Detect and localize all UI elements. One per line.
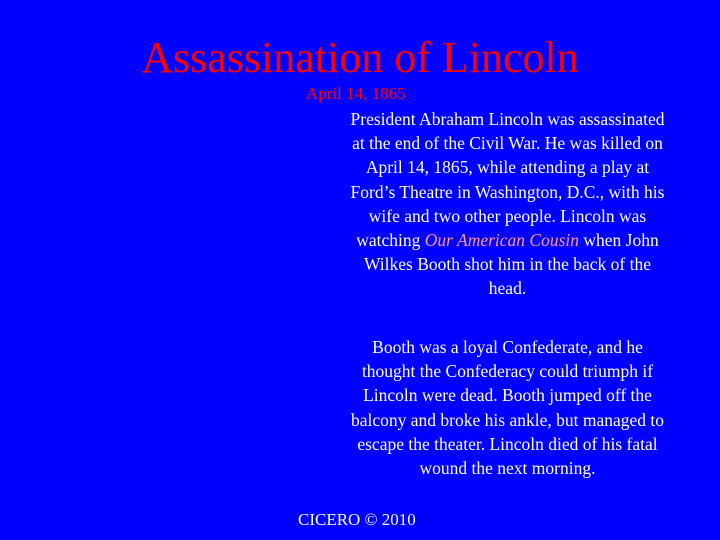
paragraph-2: Booth was a loyal Confederate, and he thought the Confederacy could triumph if Lincoln were dead. Booth jumped off the balcony and broke his ankle, but managed to escape the theater. Lincoln died of his fatal wound the next morning. (351, 337, 664, 479)
paragraph-1 (350, 107, 665, 301)
copyright-footer: CICERO © 2010 (298, 510, 416, 529)
slide-title: Assassination of Lincoln (141, 33, 579, 82)
paragraph-1-text-end: when John Wilkes Booth shot him in the back of the head. (363, 230, 659, 299)
play-title-emphasis: Our American Cousin (424, 230, 580, 251)
slide-subtitle-date: April 14, 1865 (306, 84, 406, 103)
paragraph-1-text-start: President Abraham Lincoln was assassinated at the end of the Civil War. He was killed on April 14, 1865, while attending a play at Ford’s Theatre in Washington, D.C., with his wife and two other people. Lincoln was watching (350, 109, 665, 251)
